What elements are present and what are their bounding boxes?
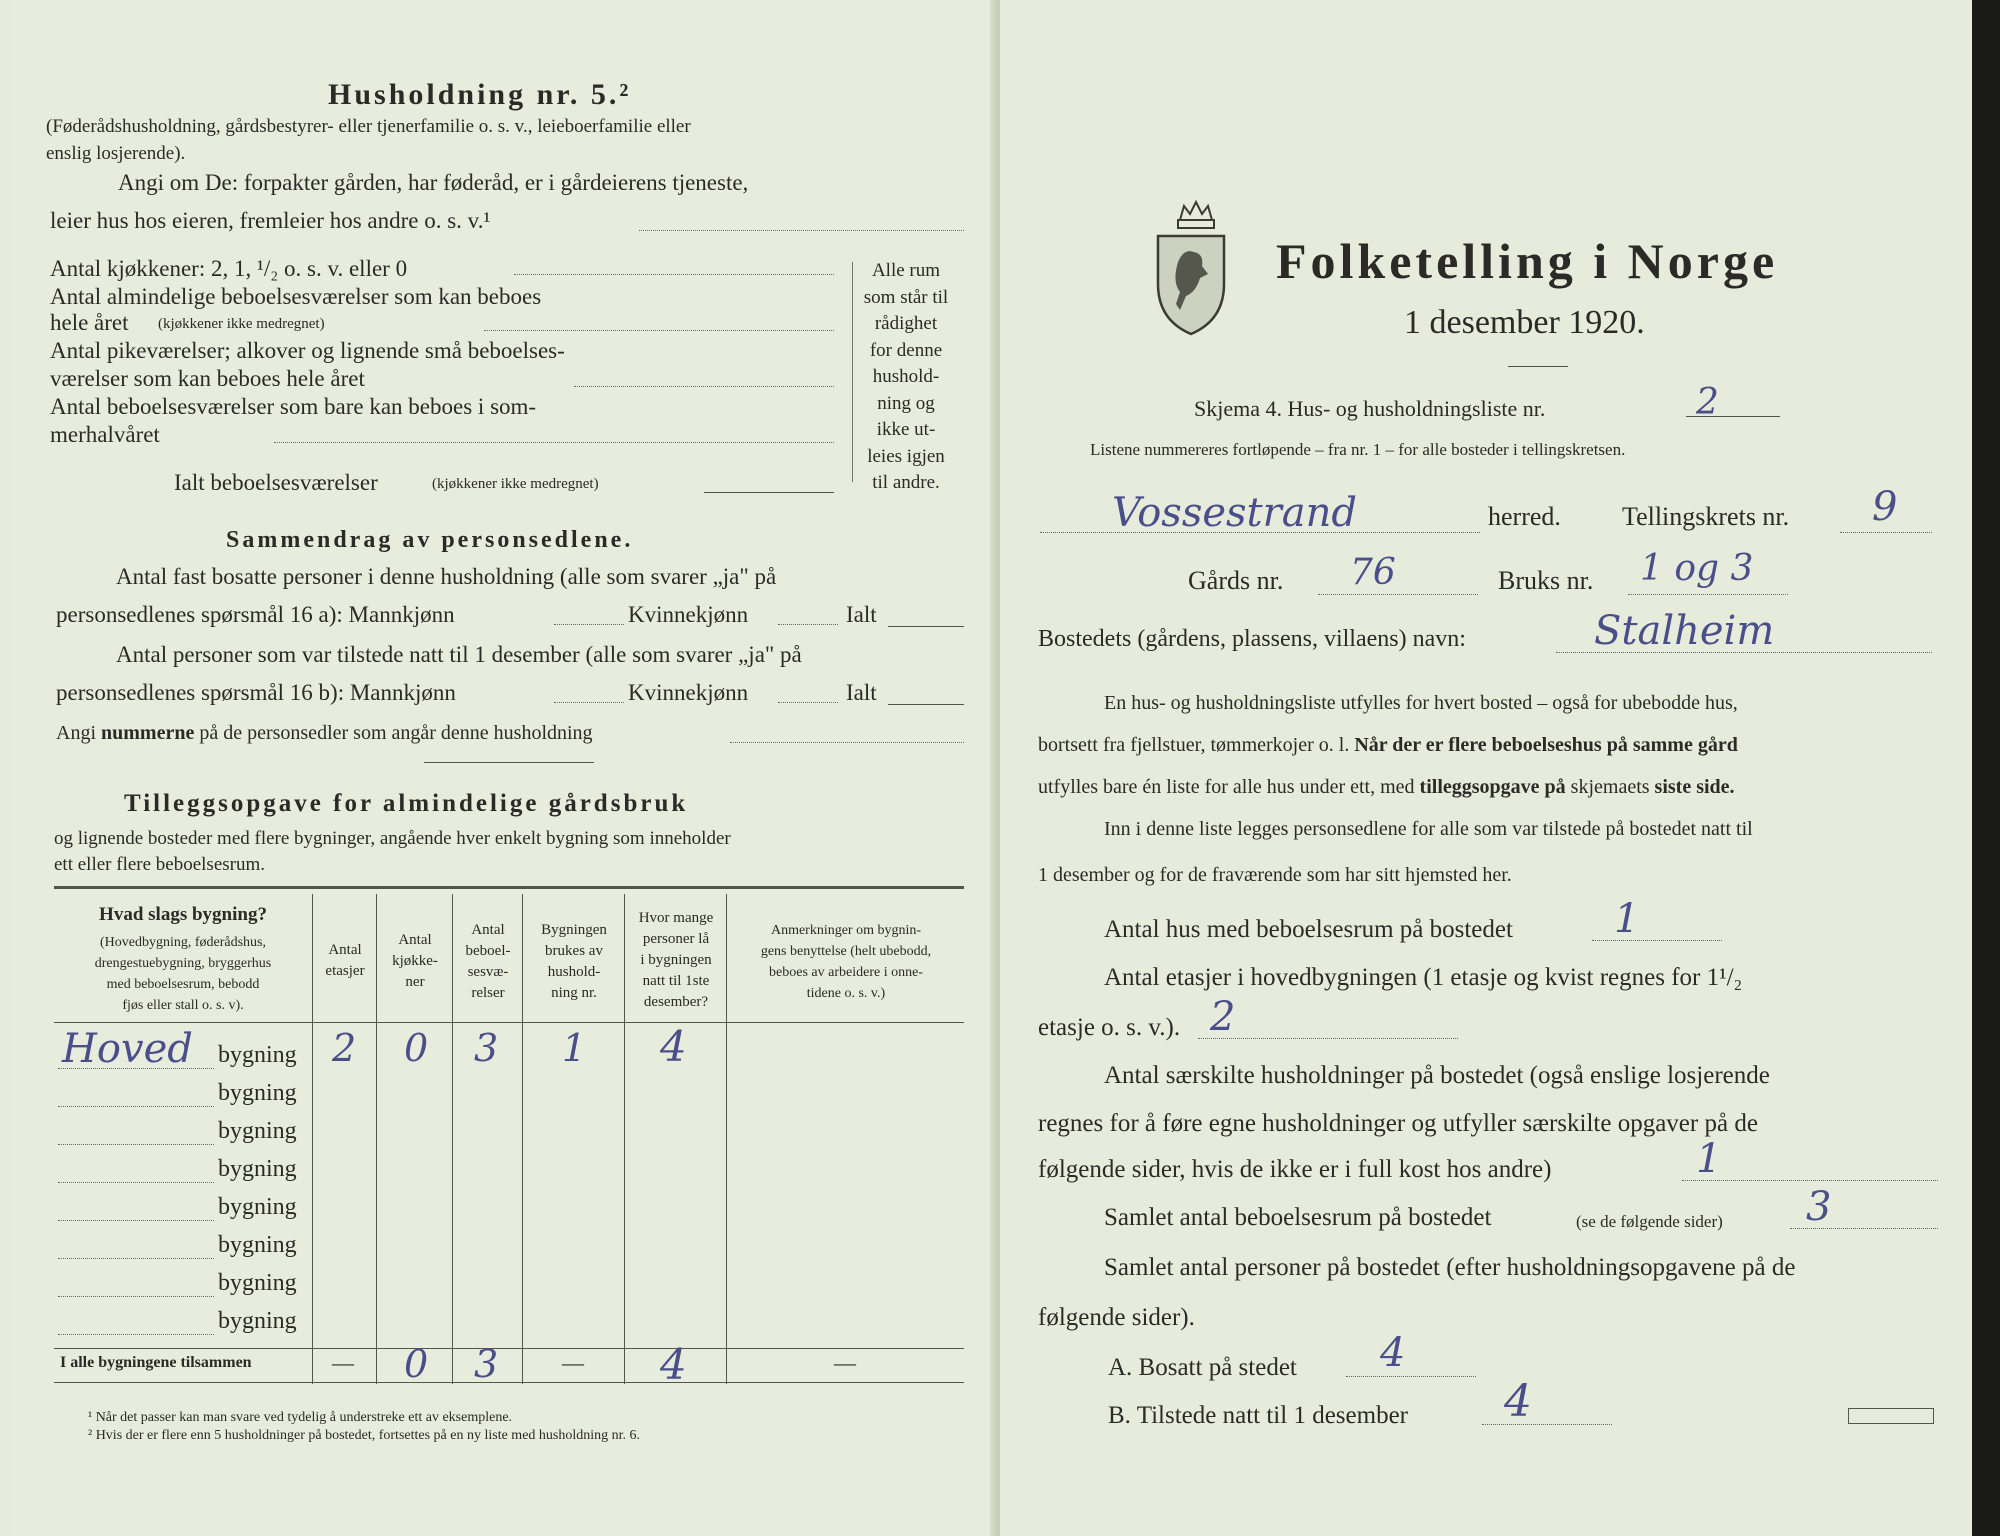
col2-header: Antal kjøkke- ner: [392, 932, 438, 990]
row-5-line: [58, 1220, 214, 1221]
men-line-b: [554, 702, 624, 703]
title-rule: [1508, 366, 1568, 367]
total-rooms-note: (kjøkkener ikke medregnet): [432, 476, 599, 492]
summary-2: personsedlenes spørsmål 16 a): Mannkjønn: [56, 602, 455, 627]
table-bottom-rule: [54, 1382, 964, 1383]
total-floors: —: [332, 1350, 354, 1375]
bruks-number: 1 og 3: [1640, 548, 1754, 589]
gards-line: [1318, 594, 1478, 595]
summary-1: Antal fast bosatte personer i denne husholdning (alle som svarer „ja" på: [116, 564, 777, 589]
rooms-maid-2: værelser som kan beboes hele året: [50, 366, 365, 391]
q-persons-1: Samlet antal personer på bostedet (efter husholdningsopgavene på de: [1104, 1254, 1796, 1281]
summary-4: personsedlenes spørsmål 16 b): Mannkjønn: [56, 680, 456, 705]
q-floors-1: Antal etasjer i hovedbygningen (1 etasje og kvist regnes for 1¹/₂: [1104, 964, 1743, 991]
row-1-label: bygning: [218, 1042, 297, 1068]
row-1-household: 1: [562, 1026, 587, 1070]
b-line: [1482, 1424, 1612, 1425]
divider: [424, 762, 594, 763]
household-intro-2: enslig losjerende).: [46, 143, 186, 164]
footnote-2: ² Hvis der er flere enn 5 husholdninger på bostedet, fortsettes på en ny liste med husholdning nr. 6.: [88, 1428, 641, 1443]
row-1-kitchens: 0: [404, 1026, 429, 1070]
total-rooms-value: 3: [474, 1342, 499, 1386]
women-line-b: [778, 702, 838, 703]
bracket-note: Alle rum som står til rådighet for denne hushold- ning og ikke ut- leies igjen til andre.: [863, 260, 949, 493]
table-header-rule: [54, 1022, 964, 1023]
col-sep-4: [522, 894, 523, 1384]
q-houses-answer: 1: [1614, 896, 1640, 942]
row-7-line: [58, 1296, 214, 1297]
summary-women-b: Kvinnekjønn: [628, 680, 749, 705]
total-household: —: [562, 1350, 584, 1375]
left-page: [14, 0, 996, 1536]
right-page: [1000, 0, 1970, 1536]
numbers-line: [730, 742, 964, 743]
bruks-label: Bruks nr.: [1498, 566, 1594, 595]
row-1-floors: 2: [332, 1026, 357, 1070]
row-5-label: bygning: [218, 1194, 297, 1220]
col0-title: Hvad slags bygning?: [99, 904, 267, 925]
q-households-1: Antal særskilte husholdninger på bostedet (også enslige losjerende: [1104, 1062, 1770, 1089]
bosted-name: Stalheim: [1594, 608, 1775, 654]
b-answer: 4: [1504, 1376, 1532, 1427]
col3-header: Antal beboel- sesvæ- relser: [465, 922, 511, 1001]
summary-numbers: Angi nummerne på de personsedler som angår denne husholdning: [56, 722, 593, 744]
q-rooms-answer: 3: [1806, 1184, 1832, 1230]
rooms-summer-1: Antal beboelsesværelser som bare kan beboes i som-: [50, 394, 537, 419]
row-8-line: [58, 1334, 214, 1335]
q-houses: Antal hus med beboelsesrum på bostedet: [1104, 916, 1513, 943]
row-2-label: bygning: [218, 1080, 297, 1106]
row-6-line: [58, 1258, 214, 1259]
row-4-label: bygning: [218, 1156, 297, 1182]
col6-header: Anmerkninger om bygnin- gens benyttelse (helt ubebodd, beboes av arbeidere i onne- tidene o. s. v.): [760, 923, 932, 1001]
coat-of-arms-icon: [1150, 192, 1232, 340]
tellingskrets-line: [1840, 532, 1932, 533]
col5-header: Hvor mange personer lå i bygningen natt til 1ste desember?: [638, 910, 714, 1010]
men-line-a: [554, 624, 624, 625]
bosted-label: Bostedets (gårdens, plassens, villaens) navn:: [1038, 626, 1466, 652]
row-1-persons: 4: [660, 1022, 687, 1071]
q-floors-2: etasje o. s. v.).: [1038, 1014, 1181, 1041]
bruks-line: [1628, 594, 1788, 595]
angi-answer-line: [639, 230, 964, 231]
q-floors-line: [1198, 1038, 1458, 1039]
row-4-line: [58, 1182, 214, 1183]
maid-line: [574, 386, 834, 387]
row-8-label: bygning: [218, 1308, 297, 1334]
angi-line-2: leier hus hos eieren, fremleier hos andre o. s. v.¹: [50, 208, 491, 233]
q-rooms: Samlet antal beboelsesrum på bostedet: [1104, 1204, 1492, 1231]
rooms-ordinary-1: Antal almindelige beboelsesværelser som kan beboes: [50, 284, 542, 309]
total-kitchens: 0: [404, 1342, 429, 1386]
table-top-rule: [54, 886, 964, 889]
row-1-building: Hoved: [62, 1026, 193, 1072]
row-3-label: bygning: [218, 1118, 297, 1144]
total-rooms-line: [704, 492, 834, 493]
rooms-kitchens: Antal kjøkkener: 2, 1, ¹/₂ o. s. v. eller 0: [50, 256, 408, 281]
a-label: A. Bosatt på stedet: [1108, 1354, 1297, 1381]
ordinary-line: [484, 330, 834, 331]
b-label: B. Tilstede natt til 1 desember: [1108, 1402, 1408, 1429]
instr-4: Inn i denne liste legges personsedlene for alle som var tilstede på bostedet natt til: [1104, 818, 1753, 840]
a-answer: 4: [1380, 1330, 1406, 1376]
row-7-label: bygning: [218, 1270, 297, 1296]
col-sep-5: [624, 894, 625, 1384]
col0-note: (Hovedbygning, føderådshus, drengestuebygning, bryggerhus med beboelsesrum, bebodd fjøs eller stall o. s. v).: [94, 935, 272, 1013]
extra-intro-1: og lignende bosteder med flere bygninger, angående hver enkelt bygning som inneholder: [54, 828, 731, 849]
col1-header: Antal etasjer: [325, 942, 365, 979]
col-sep-2: [376, 894, 377, 1384]
skjema-label: Skjema 4. Hus- og husholdningsliste nr.: [1194, 396, 1546, 421]
extra-title: Tilleggsopgave for almindelige gårdsbruk: [124, 790, 689, 817]
summer-line: [274, 442, 834, 443]
total-line-a: [888, 626, 964, 627]
total-row-label: I alle bygningene tilsammen: [60, 1354, 252, 1371]
table-total-rule: [54, 1348, 964, 1349]
census-title: Folketelling i Norge: [1276, 233, 1779, 289]
tellingskrets-label: Tellingskrets nr.: [1622, 502, 1790, 531]
scan-edge: [1972, 0, 2000, 1536]
q-houses-line: [1592, 940, 1722, 941]
a-line: [1346, 1376, 1476, 1377]
summary-title: Sammendrag av personsedlene.: [226, 527, 634, 553]
q-households-2: regnes for å føre egne husholdninger og utfyller særskilte opgaver på de: [1038, 1110, 1758, 1137]
total-persons: 4: [660, 1340, 687, 1389]
household-title: Husholdning nr. 5.²: [328, 78, 632, 111]
summary-total-b: Ialt: [846, 680, 877, 705]
col-sep-3: [452, 894, 453, 1384]
listene-note: Listene nummereres fortløpende – fra nr. 1 – for alle bosteder i tellingskretsen.: [1090, 440, 1626, 459]
census-date: 1 desember 1920.: [1404, 304, 1645, 341]
gards-number: 76: [1350, 552, 1396, 593]
rooms-maid-1: Antal pikeværelser; alkover og lignende små beboelses-: [50, 338, 565, 363]
q-persons-2: følgende sider).: [1038, 1304, 1195, 1331]
summary-total-a: Ialt: [846, 602, 877, 627]
col-sep-6: [726, 894, 727, 1384]
extra-intro-2: ett eller flere beboelsesrum.: [54, 854, 266, 875]
rooms-summer-2: merhalvåret: [50, 422, 160, 447]
instr-1: En hus- og husholdningsliste utfylles for hvert bosted – også for ubebodde hus,: [1104, 692, 1738, 714]
q-rooms-note: (se de følgende sider): [1576, 1212, 1723, 1231]
gards-label: Gårds nr.: [1188, 566, 1284, 595]
q-floors-answer: 2: [1210, 994, 1236, 1040]
total-rooms: Ialt beboelsesværelser: [174, 470, 378, 495]
col-sep-1: [312, 894, 313, 1384]
row-6-label: bygning: [218, 1232, 297, 1258]
women-line-a: [778, 624, 838, 625]
row-2-line: [58, 1106, 214, 1107]
instr-2: bortsett fra fjellstuer, tømmerkojer o. l. Når der er flere beboelseshus på samme gård: [1038, 734, 1738, 756]
q-households-answer: 1: [1696, 1136, 1722, 1182]
instr-3: utfylles bare én liste for alle hus under ett, med tilleggsopgave på skjemaets siste side.: [1038, 776, 1735, 798]
rooms-ordinary-note: (kjøkkener ikke medregnet): [158, 316, 325, 332]
kitchens-line: [514, 274, 834, 275]
rooms-ordinary-2: hele året: [50, 310, 129, 335]
instr-5: 1 desember og for de fraværende som har sitt hjemsted her.: [1038, 864, 1512, 886]
footnote-1: ¹ Når det passer kan man svare ved tydelig å understreke ett av eksemplene.: [88, 1410, 513, 1425]
total-line-b: [888, 704, 964, 705]
herred-label: herred.: [1488, 502, 1561, 531]
household-intro-1: (Føderådshusholdning, gårdsbestyrer- eller tjenerfamilie o. s. v., leieboerfamilie eller: [46, 116, 691, 137]
printer-stamp: [1848, 1408, 1934, 1424]
row-1-rooms: 3: [474, 1026, 499, 1070]
skjema-number: 2: [1696, 382, 1719, 423]
tellingskrets-number: 9: [1872, 484, 1898, 530]
total-remarks: —: [834, 1350, 856, 1375]
q-households-3: følgende sider, hvis de ikke er i full kost hos andre): [1038, 1156, 1552, 1183]
summary-women-a: Kvinnekjønn: [628, 602, 749, 627]
summary-3: Antal personer som var tilstede natt til 1 desember (alle som svarer „ja" på: [116, 642, 802, 667]
row-3-line: [58, 1144, 214, 1145]
angi-line-1: Angi om De: forpakter gården, har føderåd, er i gårdeierens tjeneste,: [118, 170, 749, 195]
herred-name: Vossestrand: [1112, 490, 1357, 536]
col4-header: Bygningen brukes av hushold- ning nr.: [541, 922, 607, 1001]
